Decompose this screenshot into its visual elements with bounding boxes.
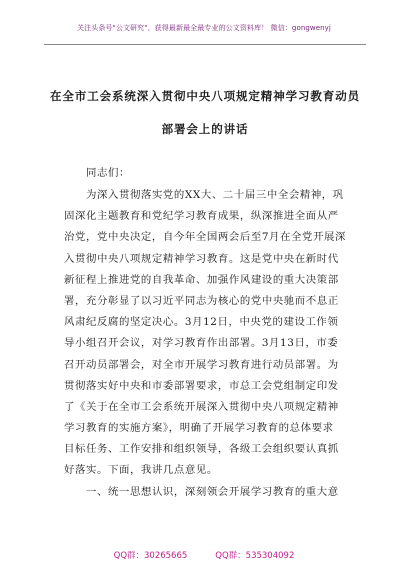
section-heading-line: 一、统一思想认识，深刻领会开展学习教育的重大意 (86, 485, 339, 498)
footer-contacts (0, 549, 408, 561)
body-line: 入贯彻中央八项规定精神学习教育。这是党中央在新时代 (64, 252, 339, 265)
body-line: 署，充分彰显了以习近平同志为核心的党中央驰而不息正 (64, 294, 339, 307)
body-line: 为深入贯彻落实党的XX大、二十届三中全会精神，巩 (86, 189, 344, 201)
header-divider (44, 44, 366, 45)
document-title-line-1: 在全市工会系统深入贯彻中央八项规定精神学习教育动员 (50, 89, 360, 103)
header-banner: 关注头条号"公文研究"，获得最新最全最专业的公文资料库！ 微信：gongwenyj (77, 24, 331, 32)
body-line: 目标任务、工作安排和组织领导，各级工会组织要认真抓 (64, 443, 339, 456)
body-line: 贯彻落实好中央和市委部署要求，市总工会党组制定印发 (64, 379, 339, 392)
body-paragraphs (64, 185, 350, 503)
qq-group-left: QQ群：30265665 (113, 551, 188, 561)
body-line: 风肃纪反腐的坚定决心。3月12日，中央党的建设工作领 (64, 316, 339, 329)
body-line: 召开动员部署会，对全市开展学习教育进行动员部署。为 (64, 358, 339, 371)
body-line: 好落实。下面，我讲几点意见。 (64, 464, 218, 477)
body-line: 导小组召开会议，对学习教育作出部署。3月13日，市委 (64, 337, 339, 350)
qq-group-right: QQ群：535304092 (215, 551, 295, 561)
body-line: 学习教育的实施方案》，明确了开展学习教育的总体要求 (64, 422, 334, 435)
body-line: 固深化主题教育和党纪学习教育成果，纵深推进全面从严 (64, 210, 339, 223)
body-line: 了《关于在全市工会系统开展深入贯彻中央八项规定精神 (64, 400, 339, 413)
body-line: 新征程上推进党的自我革命、加强作风建设的重大决策部 (64, 273, 339, 286)
document-title-line-2: 部署会上的讲话 (161, 122, 249, 136)
body-line: 治党，党中央决定，自今年全国两会后至7月在全党开展深 (64, 231, 346, 244)
salutation: 同志们： (86, 167, 130, 179)
